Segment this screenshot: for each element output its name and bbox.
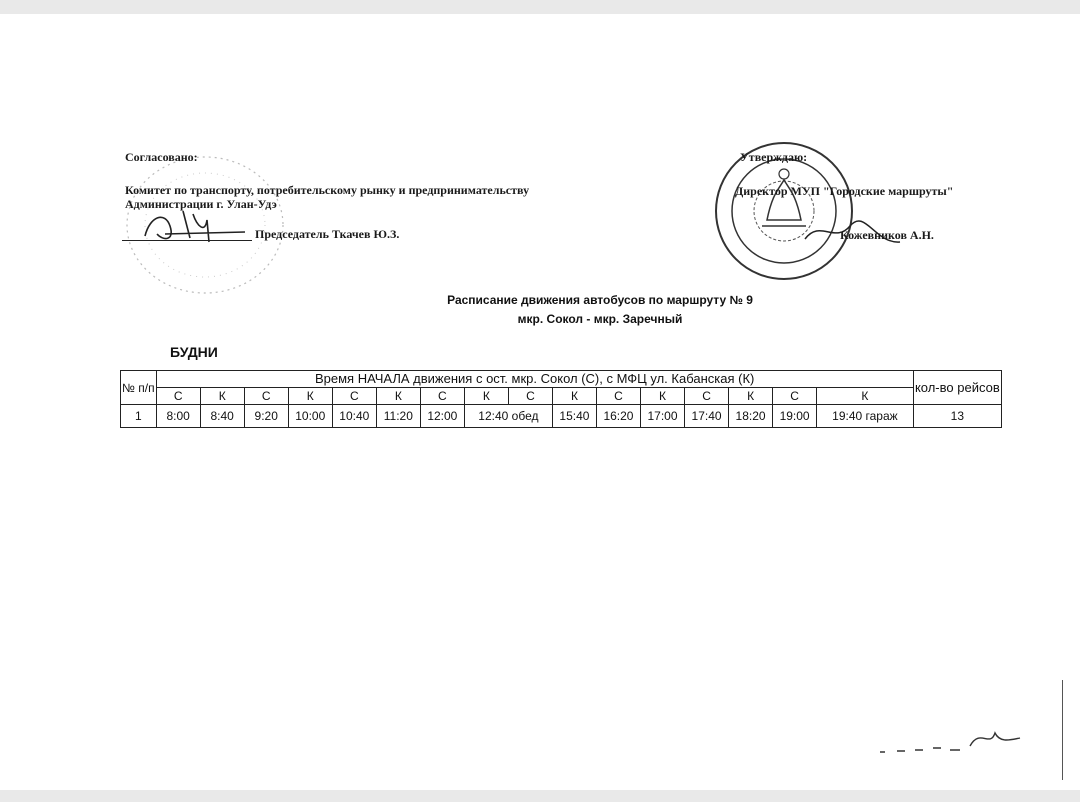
approval-left-line2: Администрации г. Улан-Удэ bbox=[125, 197, 277, 211]
departure-time: 15:40 bbox=[552, 405, 596, 428]
departure-time: 18:20 bbox=[729, 405, 773, 428]
departure-time: 12:40 обед bbox=[464, 405, 552, 428]
stop-code: К bbox=[729, 388, 773, 405]
departure-time: 17:40 bbox=[685, 405, 729, 428]
col-trips-header: кол-во рейсов bbox=[913, 371, 1001, 405]
departure-time: 12:00 bbox=[420, 405, 464, 428]
departure-time: 8:00 bbox=[156, 405, 200, 428]
departure-time: 16:20 bbox=[596, 405, 640, 428]
route-subtitle: мкр. Сокол - мкр. Заречный bbox=[517, 312, 683, 326]
stop-code: С bbox=[244, 388, 288, 405]
scan-bottom-edge bbox=[0, 790, 1080, 802]
stop-code: С bbox=[508, 388, 552, 405]
stops-row bbox=[121, 388, 1002, 405]
approval-left-signer: Председатель Ткачев Ю.З. bbox=[255, 227, 400, 241]
stop-code: К bbox=[552, 388, 596, 405]
approval-left-heading: Согласовано: bbox=[125, 150, 198, 164]
scan-edge-line bbox=[1062, 680, 1063, 780]
handwritten-scribble-icon bbox=[875, 718, 1025, 758]
departure-time: 17:00 bbox=[640, 405, 684, 428]
stop-code: С bbox=[685, 388, 729, 405]
table-row bbox=[121, 405, 1002, 428]
stop-code: С bbox=[156, 388, 200, 405]
stop-code: К bbox=[464, 388, 508, 405]
scan-top-edge bbox=[0, 0, 1080, 14]
approval-right-line1: Директор МУП "Городские маршруты" bbox=[735, 184, 954, 198]
departure-time: 10:40 bbox=[332, 405, 376, 428]
stop-code: С bbox=[773, 388, 817, 405]
stop-code: К bbox=[817, 388, 914, 405]
col-number-header: № п/п bbox=[121, 371, 157, 405]
col-time-header: Время НАЧАЛА движения с ост. мкр. Сокол (С), с МФЦ ул. Кабанская (К) bbox=[156, 371, 913, 388]
trip-count: 13 bbox=[913, 405, 1001, 428]
section-label: БУДНИ bbox=[170, 344, 218, 360]
approval-right-heading: Утверждаю: bbox=[740, 150, 808, 164]
approval-left-line1: Комитет по транспорту, потребительскому рынку и предпринимательству bbox=[125, 183, 530, 197]
stop-code: К bbox=[640, 388, 684, 405]
departure-time: 19:40 гараж bbox=[817, 405, 914, 428]
signature-left-icon bbox=[135, 206, 255, 246]
stop-code: К bbox=[200, 388, 244, 405]
approval-right-signer: Кожевников А.Н. bbox=[840, 228, 934, 242]
departure-time: 9:20 bbox=[244, 405, 288, 428]
stop-code: С bbox=[332, 388, 376, 405]
schedule-title: Расписание движения автобусов по маршруту № 9 bbox=[447, 293, 753, 307]
schedule-table bbox=[120, 370, 1002, 428]
stop-code: К bbox=[376, 388, 420, 405]
row-number: 1 bbox=[121, 405, 157, 428]
departure-time: 8:40 bbox=[200, 405, 244, 428]
stop-code: С bbox=[596, 388, 640, 405]
stop-code: К bbox=[288, 388, 332, 405]
departure-time: 10:00 bbox=[288, 405, 332, 428]
departure-time: 11:20 bbox=[376, 405, 420, 428]
stop-code: С bbox=[420, 388, 464, 405]
table-header-row bbox=[121, 371, 1002, 388]
departure-time: 19:00 bbox=[773, 405, 817, 428]
